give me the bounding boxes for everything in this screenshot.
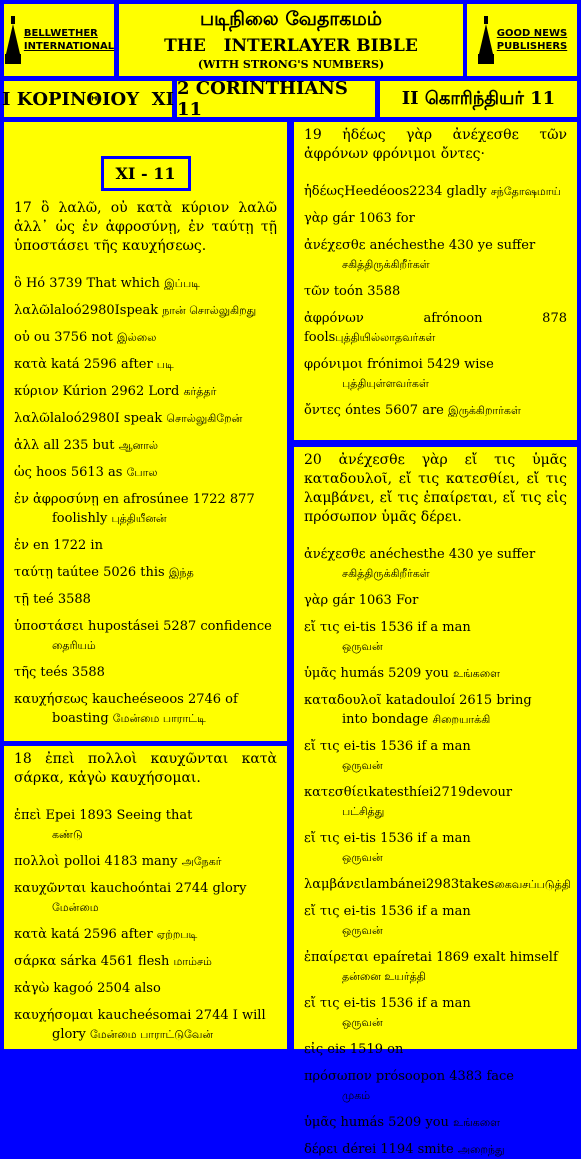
title-block xyxy=(119,4,463,76)
word-entry-tamil: சகித்திருக்கிறீர்கள் xyxy=(342,258,430,271)
word-entry xyxy=(304,783,567,821)
book-greek: I ΚΟΡΙΝΘΙΟΥ XI xyxy=(4,81,172,117)
word-entry xyxy=(14,952,277,971)
word-entry-tamil: ஒருவன் xyxy=(342,851,383,864)
word-entry xyxy=(304,401,567,420)
word-entry xyxy=(304,591,567,610)
word-entry-gloss: καταδουλοῖ katadouloí 2615 bring xyxy=(304,693,532,708)
word-entry-tamil: மாம்சம் xyxy=(173,955,212,968)
word-entry-gloss: ὃ Hó 3739 That which xyxy=(14,276,165,291)
word-entry-tamil: இந்த xyxy=(168,566,194,579)
word-entry-tamil: புத்தியுள்ளவர்கள் xyxy=(342,377,429,390)
word-entry-tamil: முகம் xyxy=(342,1089,371,1102)
verse-20-entries xyxy=(304,545,571,1159)
verse-18-text: 18 ἐπεὶ πολλοὶ καυχῶνται κατὰ σάρκα, κἀγὼ καυχήσομαι. xyxy=(14,751,277,786)
word-entry-gloss: κἀγὼ kagoó 2504 also xyxy=(14,981,161,996)
logo-left-line1: BELLWETHER xyxy=(23,28,98,39)
word-entry-gloss: ἀφρόνων afrónoon 878 fools xyxy=(304,311,567,345)
word-entry-tamil: சொல்லுகிறேன் xyxy=(166,412,243,425)
word-entry-tamil: சிறையாக்கி xyxy=(432,713,491,726)
word-entry xyxy=(14,1006,277,1044)
word-entry-gloss: εἴ τις ei-tis 1536 if a man xyxy=(304,996,471,1011)
word-entry-gloss: εἴ τις ei-tis 1536 if a man xyxy=(304,739,471,754)
word-entry-tamil: உங்களை xyxy=(453,1116,501,1129)
word-entry-gloss: πρόσωπον prósoopon 4383 face xyxy=(304,1069,514,1084)
word-entry-gloss: ὄντες óntes 5607 are xyxy=(304,403,448,418)
title-tamil: படிநிலை வேதாகமம் xyxy=(199,8,383,30)
word-entry xyxy=(304,282,567,301)
word-entry xyxy=(14,409,277,428)
word-entry xyxy=(304,182,567,201)
logo-right-line2: PUBLISHERS xyxy=(496,41,568,52)
verse-17-text: 17 ὃ λαλῶ, οὐ κατὰ κύριον λαλῶ ἀλλ᾽ ὡς ἐν ἀφροσύνῃ, ἐν ταύτῃ τῇ ὑποστάσει τῆς καυχήσεως. xyxy=(14,200,277,254)
word-entry-cont-text: glory xyxy=(52,1027,90,1042)
word-entry xyxy=(304,545,567,583)
word-entry-continuation xyxy=(14,1025,277,1044)
word-entry-gloss: ἐπεὶ Epei 1893 Seeing that xyxy=(14,808,193,823)
word-entry xyxy=(14,852,277,871)
word-entry-tamil: மேன்மை பாராட்டுவேன் xyxy=(90,1028,214,1041)
word-entry-gloss: ὑμᾶς humás 5209 you xyxy=(304,666,454,681)
word-entry-tamil: போல xyxy=(126,466,158,479)
word-entry-gloss: λαλῶlaloó2980Ispeak xyxy=(14,303,163,318)
verse-17-entries xyxy=(14,274,277,728)
word-entry xyxy=(304,737,567,775)
verse-19-text: 19 ἡδέως γὰρ ἀνέχεσθε τῶν ἀφρόνων φρόνιμοι ὄντες· xyxy=(304,127,567,162)
word-entry xyxy=(304,948,567,986)
word-entry-tamil: தைரியம் xyxy=(52,639,96,652)
word-entry-gloss: εἴ τις ei-tis 1536 if a man xyxy=(304,831,471,846)
word-entry-gloss: ὑποστάσει hupostásei 5287 confidence xyxy=(14,619,272,634)
word-entry-gloss: ἐπαίρεται epaíretai 1869 exalt himself xyxy=(304,950,558,965)
word-entry-gloss: ἡδέωςHeedéoos2234 gladly xyxy=(304,184,491,199)
word-entry xyxy=(14,328,277,347)
word-entry xyxy=(14,382,277,401)
word-entry-tamil: படி xyxy=(156,358,174,371)
book-tamil: II கொரிந்தியர் 11 xyxy=(380,81,577,117)
word-entry-tamil: ஒருவன் xyxy=(342,640,383,653)
logo-left-line2: INTERNATIONAL xyxy=(23,41,115,52)
good-news-logo xyxy=(467,4,577,76)
word-entry-tamil: மேன்மை xyxy=(52,901,99,914)
word-entry-tamil: தன்னை உயர்த்தி xyxy=(342,970,426,983)
word-entry-tamil: மேன்மை பாராட்டி xyxy=(112,712,206,725)
title-subtitle: (WITH STRONG'S NUMBERS) xyxy=(197,58,385,71)
word-entry xyxy=(14,355,277,374)
word-entry xyxy=(14,490,277,528)
bell-figure-icon xyxy=(477,14,495,66)
word-entry-tamil: புத்தியில்லாதவர்கள் xyxy=(335,331,436,344)
panel-verse-17 xyxy=(4,122,287,741)
word-entry xyxy=(304,209,567,228)
word-entry-tamil: ஒருவன் xyxy=(342,924,383,937)
word-entry xyxy=(304,902,567,940)
word-entry-continuation xyxy=(14,709,277,728)
word-entry xyxy=(304,875,571,894)
word-entry xyxy=(14,979,277,998)
verse-20-text: 20 ἀνέχεσθε γὰρ εἴ τις ὑμᾶς καταδουλοῖ, εἴ τις κατεσθίει, εἴ τις λαμβάνει, εἴ τις ἐπαίρεται, εἴ τις εἰς πρόσωπον ὑμᾶς δέρει. xyxy=(304,452,567,525)
word-entry xyxy=(304,1113,567,1132)
word-entry-cont-text: into bondage xyxy=(342,712,433,727)
word-entry-gloss: φρόνιμοι frónimoi 5429 wise xyxy=(304,357,494,372)
word-entry-gloss: γὰρ gár 1063 for xyxy=(304,211,415,226)
word-entry-tamil: கண்டு xyxy=(52,828,83,841)
word-entry xyxy=(304,994,567,1032)
word-entry xyxy=(304,1067,567,1105)
word-entry-tamil: ஆனால் xyxy=(118,439,159,452)
word-entry-tamil: ஒருவன் xyxy=(342,1016,383,1029)
word-entry-tamil: சகித்திருக்கிறீர்கள் xyxy=(342,567,430,580)
word-entry xyxy=(14,301,277,320)
word-entry-gloss: εἰς eis 1519 on xyxy=(304,1042,404,1057)
word-entry xyxy=(304,1040,567,1059)
word-entry-gloss: δέρει dérei 1194 smite xyxy=(304,1142,458,1157)
panel-verse-20 xyxy=(294,447,577,1157)
word-entry-tamil: உங்களை xyxy=(453,667,501,680)
word-entry-gloss: τῇ teé 3588 xyxy=(14,592,91,607)
book-english: 2 CORINTHIANS 11 xyxy=(177,81,375,117)
word-entry-gloss: ἐν en 1722 in xyxy=(14,538,103,553)
word-entry xyxy=(304,691,567,729)
word-entry xyxy=(14,563,277,582)
word-entry-tamil: பட்சித்து xyxy=(342,805,385,818)
word-entry xyxy=(304,664,567,683)
word-entry-tamil: இல்லை xyxy=(116,331,157,344)
word-entry xyxy=(14,879,277,917)
word-entry xyxy=(14,617,277,655)
logo-right-line1: GOOD NEWS xyxy=(496,28,568,39)
word-entry-tamil: இருக்கிறார்கள் xyxy=(448,404,521,417)
word-entry-gloss: πολλοὶ polloi 4183 many xyxy=(14,854,182,869)
word-entry xyxy=(304,618,567,656)
word-entry-tamil: கர்த்தர் xyxy=(183,385,217,398)
word-entry-tamil: இப்படி xyxy=(164,277,200,290)
word-entry-tamil: ஏற்றபடி xyxy=(156,928,198,941)
word-entry xyxy=(14,663,277,682)
word-entry-continuation xyxy=(304,710,567,729)
word-entry xyxy=(304,355,567,393)
word-entry xyxy=(14,463,277,482)
panel-verse-18 xyxy=(4,746,287,1049)
word-entry-cont-text: boasting xyxy=(52,711,113,726)
word-entry-gloss: ἀνέχεσθε anéchesthe 430 ye suffer xyxy=(304,547,536,562)
word-entry xyxy=(304,1140,567,1159)
word-entry-gloss: καυχῶνται kauchoóntai 2744 glory xyxy=(14,881,247,896)
word-entry-continuation xyxy=(14,509,277,528)
word-entry-gloss: καυχήσεως kaucheéseoos 2746 of xyxy=(14,692,238,707)
title-english: THE INTERLAYER BIBLE xyxy=(164,36,418,56)
verse-19-entries xyxy=(304,182,567,420)
word-entry-gloss: ἐν ἀφροσύνῃ en afrosúnee 1722 877 xyxy=(14,492,255,507)
word-entry-gloss: ἀλλ all 235 but xyxy=(14,438,119,453)
word-entry xyxy=(14,925,277,944)
word-entry-tamil: ஒருவன் xyxy=(342,759,383,772)
word-entry-gloss: εἴ τις ei-tis 1536 if a man xyxy=(304,620,471,635)
bell-figure-icon xyxy=(4,14,22,66)
word-entry-gloss: οὐ ou 3756 not xyxy=(14,330,117,345)
word-entry-gloss: λαλῶlaloó2980I speak xyxy=(14,411,167,426)
word-entry-gloss: λαμβάνειlambánei2983takes xyxy=(304,877,495,892)
word-entry-gloss: ταύτῃ taútee 5026 this xyxy=(14,565,169,580)
verse-18-entries xyxy=(14,806,277,1044)
word-entry-gloss: κατεσθίειkatesthíei2719devour xyxy=(304,785,513,800)
word-entry-gloss: κατὰ katá 2596 after xyxy=(14,927,157,942)
word-entry xyxy=(14,690,277,728)
word-entry-tamil: சந்தோஷமாய் xyxy=(490,185,561,198)
word-entry-tamil: கைவசப்படுத்தி xyxy=(494,878,571,891)
word-entry-tamil: புத்தியீனன் xyxy=(111,512,167,525)
word-entry xyxy=(14,274,277,293)
panel-verse-19 xyxy=(294,122,577,440)
word-entry-tamil: அறைந்து xyxy=(457,1143,505,1156)
chapter-label: XI - 11 xyxy=(101,156,191,191)
word-entry-gloss: ὑμᾶς humás 5209 you xyxy=(304,1115,454,1130)
word-entry-tamil: நான் சொல்லுகிறது xyxy=(162,304,257,317)
word-entry-gloss: τῶν toón 3588 xyxy=(304,284,401,299)
word-entry-tamil: அநேகர் xyxy=(181,855,222,868)
word-entry-gloss: ὡς hoos 5613 as xyxy=(14,465,127,480)
word-entry xyxy=(304,829,567,867)
word-entry-gloss: ἀνέχεσθε anéchesthe 430 ye suffer xyxy=(304,238,536,253)
word-entry xyxy=(304,236,567,274)
bellwether-logo xyxy=(4,4,114,76)
word-entry-gloss: σάρκα sárka 4561 flesh xyxy=(14,954,174,969)
word-entry-gloss: κατὰ katá 2596 after xyxy=(14,357,157,372)
word-entry-gloss: εἴ τις ei-tis 1536 if a man xyxy=(304,904,471,919)
word-entry-gloss: γὰρ gár 1063 For xyxy=(304,593,419,608)
word-entry xyxy=(304,309,567,347)
word-entry xyxy=(14,436,277,455)
word-entry-gloss: τῆς teés 3588 xyxy=(14,665,105,680)
word-entry xyxy=(14,536,277,555)
word-entry xyxy=(14,590,277,609)
word-entry-cont-text: foolishly xyxy=(52,511,112,526)
word-entry xyxy=(14,806,277,844)
word-entry-gloss: καυχήσομαι kaucheésomai 2744 I will xyxy=(14,1008,266,1023)
word-entry-gloss: κύριον Kúrion 2962 Lord xyxy=(14,384,184,399)
